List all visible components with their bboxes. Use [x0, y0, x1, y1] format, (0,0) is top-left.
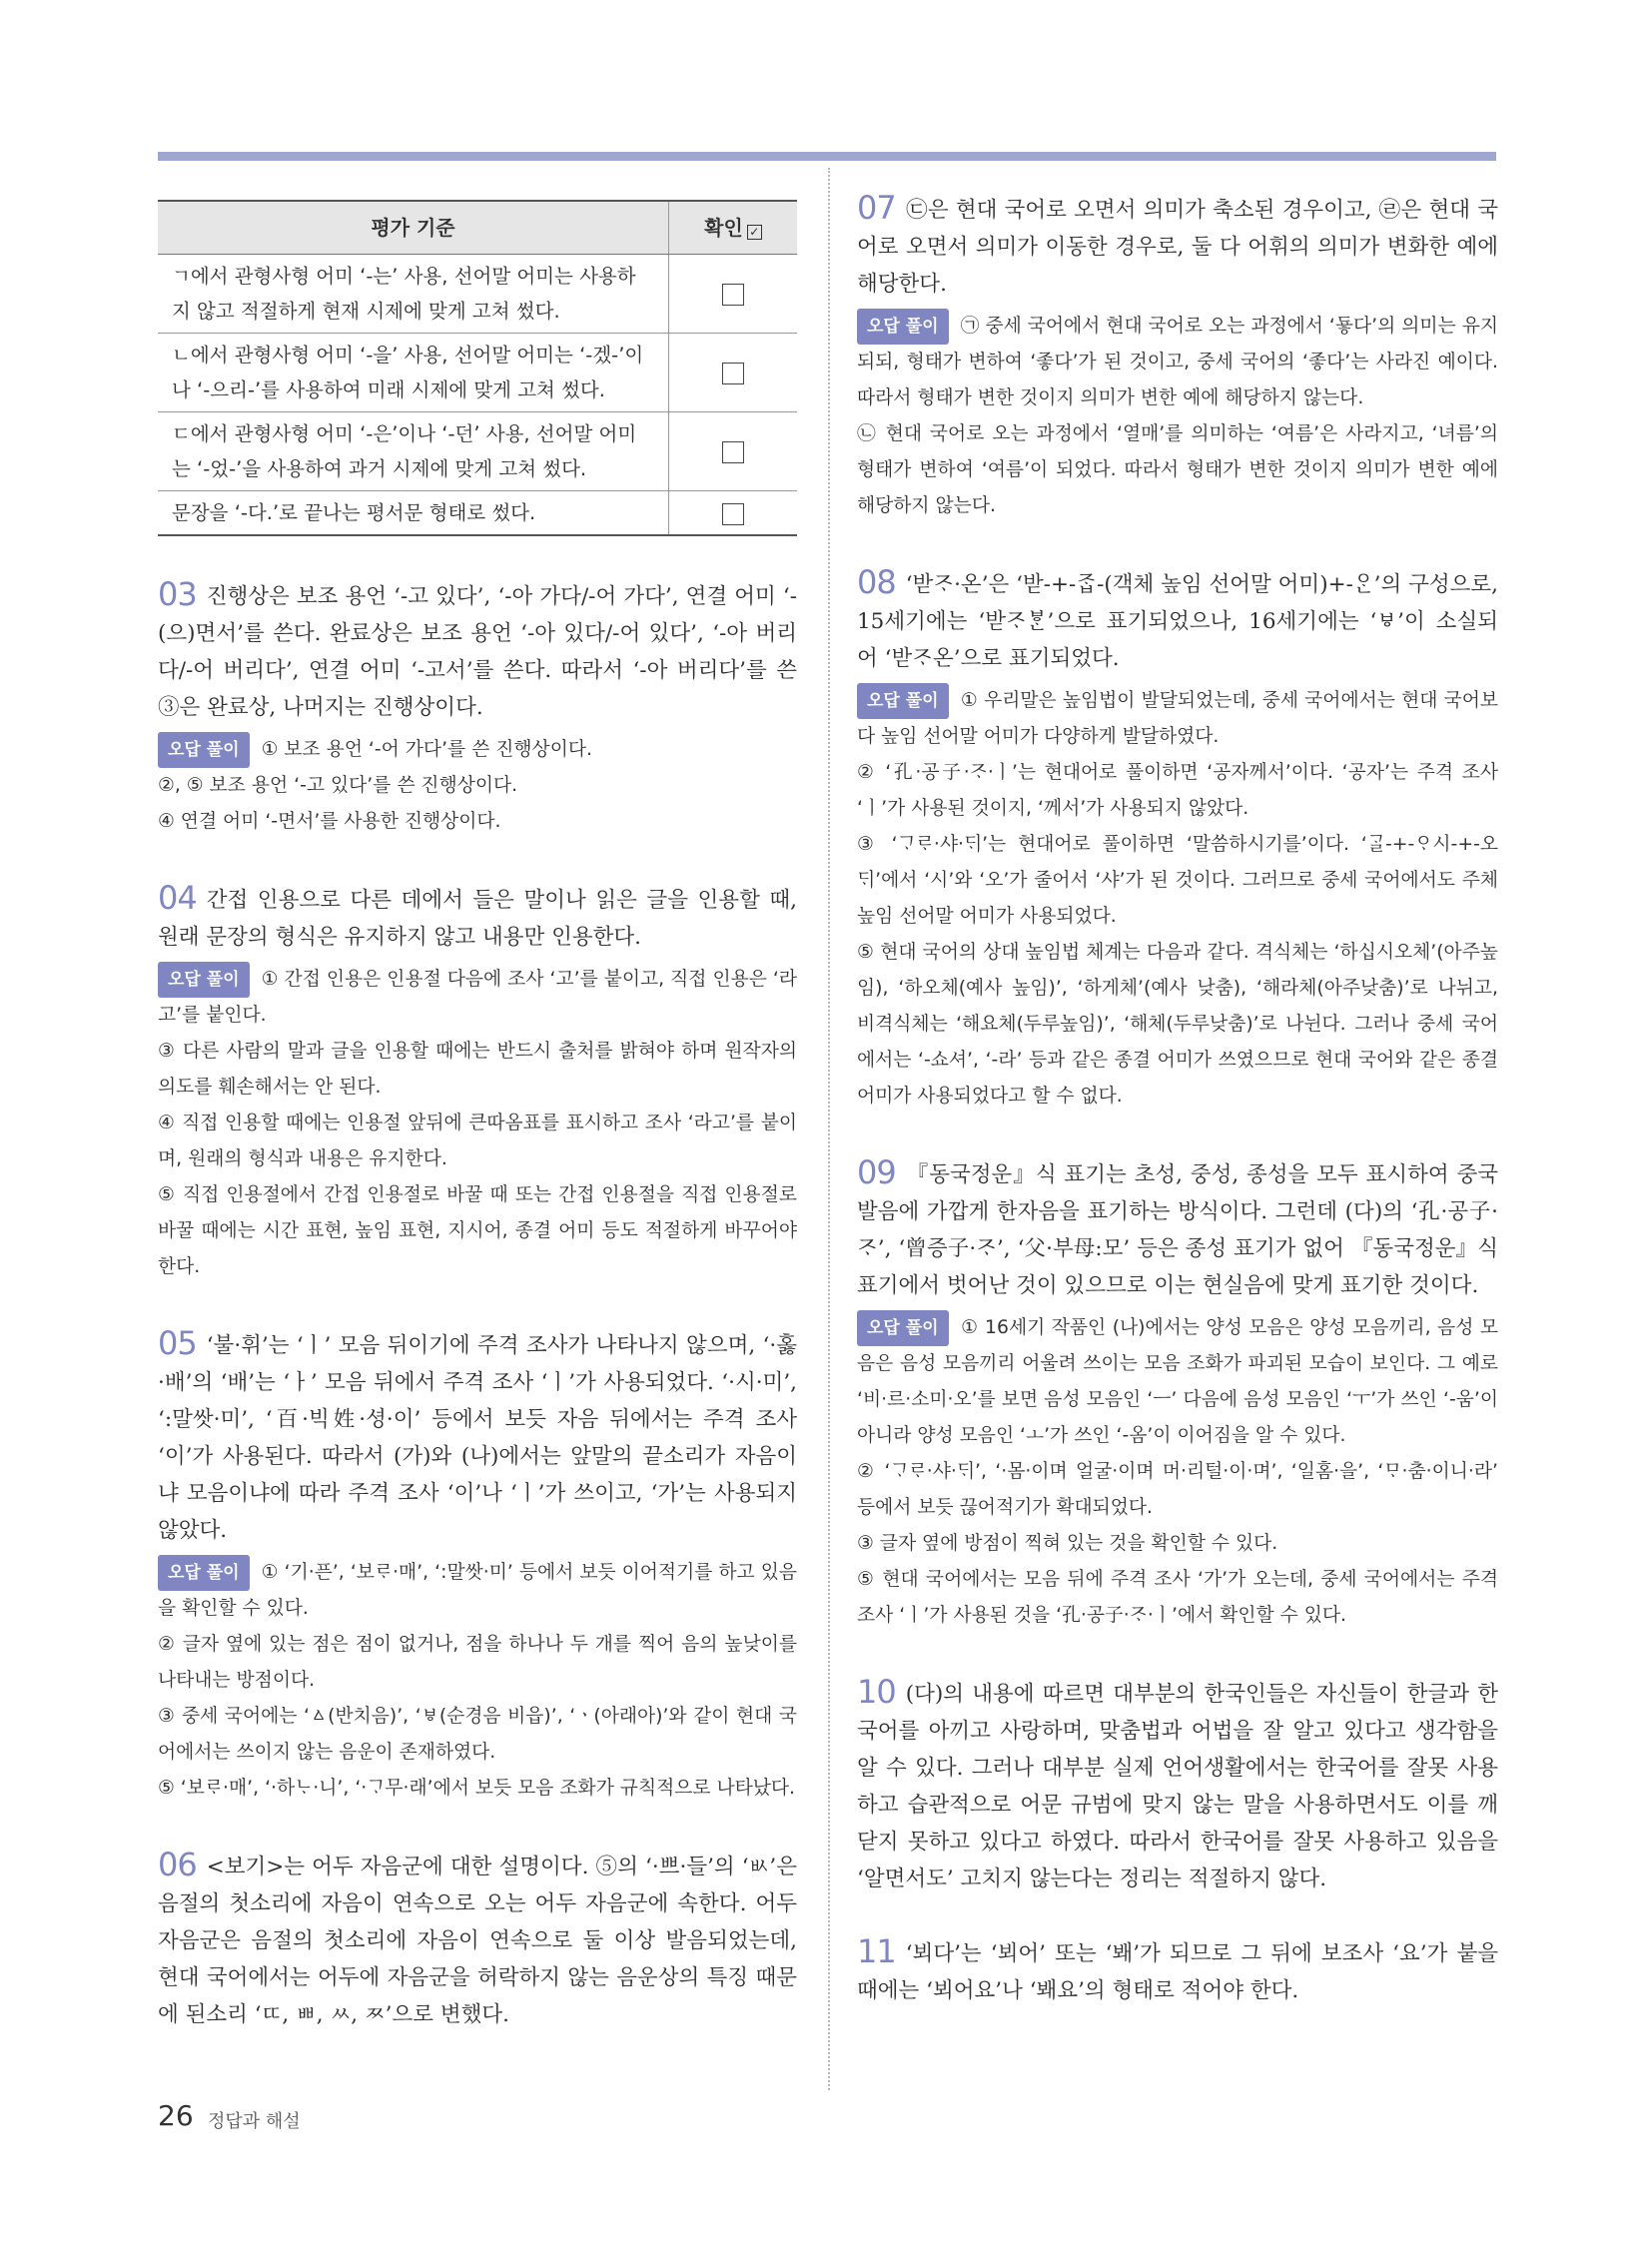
question-body [857, 1933, 1498, 2009]
explanation-line: ① 간접 인용은 인용절 다음에 조사 ‘고’를 붙이고, 직접 인용은 ‘라고’를 붙인다. [158, 969, 797, 1026]
explanation-line: ⑤ 직접 인용절에서 간접 인용절로 바꿀 때 또는 간접 인용절을 직접 인용절로 바꿀 때에는 시간 표현, 높임 표현, 지시어, 종결 어미 등도 적절하게 바꾸어야 한다. [158, 1184, 797, 1277]
wrong-answer-badge: 오답 풀이 [158, 962, 250, 998]
wrong-answer-explanation [857, 309, 1498, 524]
explanation-line: ③ 글자 옆에 방점이 찍혀 있는 것을 확인할 수 있다. [857, 1533, 1278, 1554]
question-text: ‘뵈다’는 ‘뵈어’ 또는 ‘봬’가 되므로 그 뒤에 보조사 ‘요’가 붙을 때에는 ‘뵈어요’나 ‘봬요’의 형태로 적어야 한다. [857, 1941, 1498, 2003]
explanation-line: ④ 직접 인용할 때에는 인용절 앞뒤에 큰따옴표를 표시하고 조사 ‘라고’를 붙이며, 원래의 형식과 내용은 유지한다. [158, 1113, 797, 1169]
criteria-check-cell [669, 255, 798, 334]
question-05 [158, 1325, 797, 1807]
question-07 [857, 190, 1498, 524]
question-number: 07 [857, 189, 896, 227]
footer-label: 정답과 해설 [208, 2111, 301, 2132]
checkbox[interactable] [722, 503, 744, 525]
question-body [158, 880, 797, 956]
explanation-line: ① 16세기 작품인 (나)에서는 양성 모음은 양성 모음끼리, 음성 모음은 음성 모음끼리 어울려 쓰이는 모음 조화가 파괴된 모습이 보인다. 그 예로 ‘비·르·소미·오’를 보면 음성 모음인 ‘ㅡ’ 다음에 음성 모음인 ‘ㅜ’가 쓰인 ‘-움’이 아니라 양성 모음인 ‘ㅗ’가 쓰인 ‘-옴’이 이어짐을 알 수 있다. [857, 1317, 1498, 1446]
explanation-line: ① ‘기·픈’, ‘보ᄅᆞ·매’, ‘:말쌋·미’ 등에서 보듯 이어적기를 하고 있음을 확인할 수 있다. [158, 1562, 797, 1619]
table-row [158, 255, 797, 334]
table-row [158, 491, 797, 536]
wrong-answer-badge: 오답 풀이 [857, 683, 949, 719]
question-text: <보기>는 어두 자음군에 대한 설명이다. ⑤의 ‘·쁘·들’의 ‘ㅄ’은 음절의 첫소리에 자음이 연속으로 오는 어두 자음군에 속한다. 어두 자음군은 음절의 첫소리에 자음이 연속으로 둘 이상 발음되었는데, 현대 국어에서는 어두에 자음군을 허락하지 않는 음운상의 특징 때문에 된소리 ‘ㄸ, ㅃ, ㅆ, ㅉ’으로 변했다. [158, 1855, 797, 2027]
question-body [158, 1325, 797, 1549]
explanation-line: ② 글자 옆에 있는 점은 점이 없거나, 점을 하나나 두 개를 찍어 음의 높낮이를 나타내는 방점이다. [158, 1634, 797, 1691]
criteria-header-label: 평가 기준 [158, 201, 669, 255]
criteria-check-cell [669, 334, 798, 412]
explanation-line: ④ 연결 어미 ‘-면서’를 사용한 진행상이다. [158, 811, 501, 832]
question-03 [158, 576, 797, 840]
criteria-header-row [158, 201, 797, 255]
question-body [158, 576, 797, 726]
criteria-text: 문장을 ‘-다.’로 끝나는 평서문 형태로 썼다. [158, 491, 669, 536]
question-text: ‘불·휘’는 ‘ㅣ’ 모음 뒤이기에 주격 조사가 나타나지 않으며, ‘·홇·배’의 ‘배’는 ‘ㅏ’ 모음 뒤에서 주격 조사 ‘ㅣ’가 사용되었다. ‘·시·미’, ‘:말쌋·미’, ‘百·빅姓·셩·이’ 등에서 보듯 자음 뒤에서는 주격 조사 ‘이’가 사용된다. 따라서 (가)와 (나)에서는 앞말의 끝소리가 자음이냐 모음이냐에 따라 주격 조사 ‘이’나 ‘ㅣ’가 쓰이고, ‘가’는 사용되지 않았다. [158, 1333, 797, 1543]
explanation-line: ② ‘孔·공子·ᄌᆞ·ㅣ’는 현대어로 풀이하면 ‘공자께서’이다. ‘공자’는 주격 조사 ‘ㅣ’가 사용된 것이지, ‘께서’가 사용되지 않았다. [857, 762, 1498, 819]
right-column [857, 190, 1498, 2009]
explanation-line: ⑤ 현대 국어에서는 모음 뒤에 주격 조사 ‘가’가 오는데, 중세 국어에서는 주격 조사 ‘ㅣ’가 사용된 것을 ‘孔·공子·ᄌᆞ·ㅣ’에서 확인할 수 있다. [857, 1569, 1498, 1626]
question-number: 10 [857, 1673, 896, 1711]
question-body [158, 1847, 797, 2033]
explanation-line: ㉠ 중세 국어에서 현대 국어로 오는 과정에서 ‘둏다’의 의미는 유지되되, 형태가 변하여 ‘좋다’가 된 것이고, 중세 국어의 ‘좋다’는 사라진 예이다. 따라서 형태가 변한 것이지 의미가 변한 예에 해당하지 않는다. [857, 316, 1498, 408]
check-mark-icon: ✓ [747, 225, 762, 240]
question-10 [857, 1674, 1498, 1897]
explanation-line: ⑤ ‘보ᄅᆞ·매’, ‘·하ᄂᆞ·니’, ‘·ᄀᆞ무·래’에서 보듯 모음 조화가 규칙적으로 나타났다. [158, 1778, 796, 1799]
question-text: 『동국정운』식 표기는 초성, 중성, 종성을 모두 표시하여 중국 발음에 가깝게 한자음을 표기하는 방식이다. 그런데 (다)의 ‘孔·공子·ᄌᆞ’, ‘曾증子·ᄌᆞ’, ‘父·부母:모’ 등은 종성 표기가 없어 『동국정운』식 표기에서 벗어난 것이 있으므로 이는 현실음에 맞게 표기한 것이다. [857, 1162, 1498, 1298]
explanation-line: ⑤ 현대 국어의 상대 높임법 체계는 다음과 같다. 격식체는 ‘하십시오체’(아주높임), ‘하오체(예사 높임)’, ‘하게체’(예사 낮춤), ‘해라체(아주낮춤)’로 나뉘고, 비격식체는 ‘해요체(두루높임)’, ‘해체(두루낮춤)’로 나뉜다. 그러나 중세 국어에서는 ‘-쇼셔’, ‘-라’ 등과 같은 종결 어미가 쓰였으므로 현대 국어와 같은 종결 어미가 사용되었다고 할 수 없다. [857, 942, 1498, 1107]
question-number: 05 [158, 1324, 197, 1362]
explanation-line: ① 우리말은 높임법이 발달되었는데, 중세 국어에서는 현대 국어보다 높임 선어말 어미가 다양하게 발달하였다. [857, 690, 1498, 747]
question-text: 간접 인용으로 다른 데에서 들은 말이나 읽은 글을 인용할 때, 원래 문장의 형식은 유지하지 않고 내용만 인용한다. [158, 888, 797, 950]
question-text: 진행상은 보조 용언 ‘-고 있다’, ‘-아 가다/-어 가다’, 연결 어미 ‘-(으)면서’를 쓴다. 완료상은 보조 용언 ‘-아 있다/-어 있다’, ‘-아 버리다/-어 버리다’, 연결 어미 ‘-고서’를 쓴다. 따라서 ‘-아 버리다’를 쓴 ③은 완료상, 나머지는 진행상이다. [158, 584, 797, 720]
question-number: 09 [857, 1153, 896, 1191]
column-divider [828, 168, 830, 2090]
wrong-answer-explanation [857, 683, 1498, 1115]
criteria-check-cell [669, 412, 798, 491]
wrong-answer-explanation [158, 962, 797, 1285]
wrong-answer-explanation [158, 732, 797, 840]
explanation-line: ③ 중세 국어에는 ‘ㅿ(반치음)’, ‘ㅸ(순경음 비읍)’, ‘ㆍ(아래아)’와 같이 현대 국어에서는 쓰이지 않는 음운이 존재하였다. [158, 1706, 797, 1763]
explanation-line: ③ 다른 사람의 말과 글을 인용할 때에는 반드시 출처를 밝혀야 하며 원작자의 의도를 훼손해서는 안 된다. [158, 1041, 797, 1098]
question-body [857, 190, 1498, 303]
question-body [857, 564, 1498, 677]
question-number: 06 [158, 1846, 197, 1883]
wrong-answer-badge: 오답 풀이 [857, 309, 949, 345]
question-11 [857, 1933, 1498, 2009]
question-number: 08 [857, 563, 896, 601]
question-body [857, 1154, 1498, 1304]
explanation-line: ① 보조 용언 ‘-어 가다’를 쓴 진행상이다. [261, 739, 592, 760]
checkbox[interactable] [722, 363, 744, 384]
question-04 [158, 880, 797, 1285]
question-number: 04 [158, 879, 197, 917]
top-accent-bar [158, 152, 1496, 161]
criteria-text: ㄱ에서 관형사형 어미 ‘-는’ 사용, 선어말 어미는 사용하지 않고 적절하게 현재 시제에 맞게 고쳐 썼다. [158, 255, 669, 334]
question-text: ㉢은 현대 국어로 오면서 의미가 축소된 경우이고, ㉣은 현대 국어로 오면서 의미가 이동한 경우로, 둘 다 어휘의 의미가 변화한 예에 해당한다. [857, 198, 1498, 297]
explanation-line: ③ ‘ᄀᆞᄅᆞ·샤·ᄃᆡ’는 현대어로 풀이하면 ‘말씀하시기를’이다. ‘ᄀᆞᆯ-+-ᄋᆞ시-+-오ᄃᆡ’에서 ‘시’와 ‘오’가 줄어서 ‘샤’가 된 것이다. 그러므로 중세 국어에서도 주체 높임 선어말 어미가 사용되었다. [857, 834, 1498, 927]
criteria-text: ㄷ에서 관형사형 어미 ‘-은’이나 ‘-던’ 사용, 선어말 어미는 ‘-었-’을 사용하여 과거 시제에 맞게 고쳐 썼다. [158, 412, 669, 491]
wrong-answer-explanation [857, 1310, 1498, 1634]
question-09 [857, 1154, 1498, 1634]
question-body [857, 1674, 1498, 1897]
criteria-check-cell [669, 491, 798, 536]
explanation-line: ② ‘ᄀᆞᄅᆞ·샤·ᄃᆡ’, ‘·몸·이며 얼굴·이며 머·리털·이·며’, ‘일홈·을’, ‘ᄆᆞ·춤·이니·라’ 등에서 보듯 끊어적기가 확대되었다. [857, 1461, 1498, 1518]
criteria-header-check-label: 확인 [704, 215, 743, 240]
wrong-answer-badge: 오답 풀이 [158, 1555, 250, 1591]
wrong-answer-explanation [158, 1555, 797, 1807]
question-text: ‘받ᄌᆞ·온’은 ‘받-+-ᄌᆞᆸ-(객체 높임 선어말 어미)+-ᄋᆞᆫ’의 구성으로, 15세기에는 ‘받ᄌᆞᄫᆞᆫ’으로 표기되었으나, 16세기에는 ‘ㅸ’이 소실되어 ‘받ᄌᆞ온’으로 표기되었다. [857, 572, 1498, 671]
wrong-answer-badge: 오답 풀이 [158, 732, 250, 768]
checkbox[interactable] [722, 441, 744, 463]
question-number: 11 [857, 1932, 896, 1970]
criteria-header-check [669, 201, 798, 255]
checkbox[interactable] [722, 284, 744, 306]
wrong-answer-badge: 오답 풀이 [857, 1310, 949, 1346]
table-row [158, 334, 797, 412]
question-number: 03 [158, 575, 197, 613]
criteria-text: ㄴ에서 관형사형 어미 ‘-을’ 사용, 선어말 어미는 ‘-겠-’이나 ‘-으리-’를 사용하여 미래 시제에 맞게 고쳐 썼다. [158, 334, 669, 412]
explanation-line: ②, ⑤ 보조 용언 ‘-고 있다’를 쓴 진행상이다. [158, 775, 518, 796]
page-number: 26 [158, 2099, 194, 2132]
question-06 [158, 1847, 797, 2033]
table-row [158, 412, 797, 491]
criteria-table [158, 200, 797, 536]
left-column [158, 190, 797, 2033]
explanation-line: ㉡ 현대 국어로 오는 과정에서 ‘열매’를 의미하는 ‘여름’은 사라지고, ‘녀름’의 형태가 변하여 ‘여름’이 되었다. 따라서 형태가 변한 것이지 의미가 변한 예에 해당하지 않는다. [857, 423, 1498, 516]
question-text: (다)의 내용에 따르면 대부분의 한국인들은 자신들이 한글과 한국어를 아끼고 사랑하며, 맞춤법과 어법을 잘 알고 있다고 생각함을 알 수 있다. 그러나 대부분 실제 언어생활에서는 한국어를 잘못 사용하고 습관적으로 어문 규범에 맞지 않는 말을 사용하면서도 이를 깨닫지 못하고 있다고 하였다. 따라서 한국어를 잘못 사용하고 있음을 ‘알면서도’ 고치지 않는다는 정리는 적절하지 않다. [857, 1682, 1498, 1891]
question-08 [857, 564, 1498, 1115]
